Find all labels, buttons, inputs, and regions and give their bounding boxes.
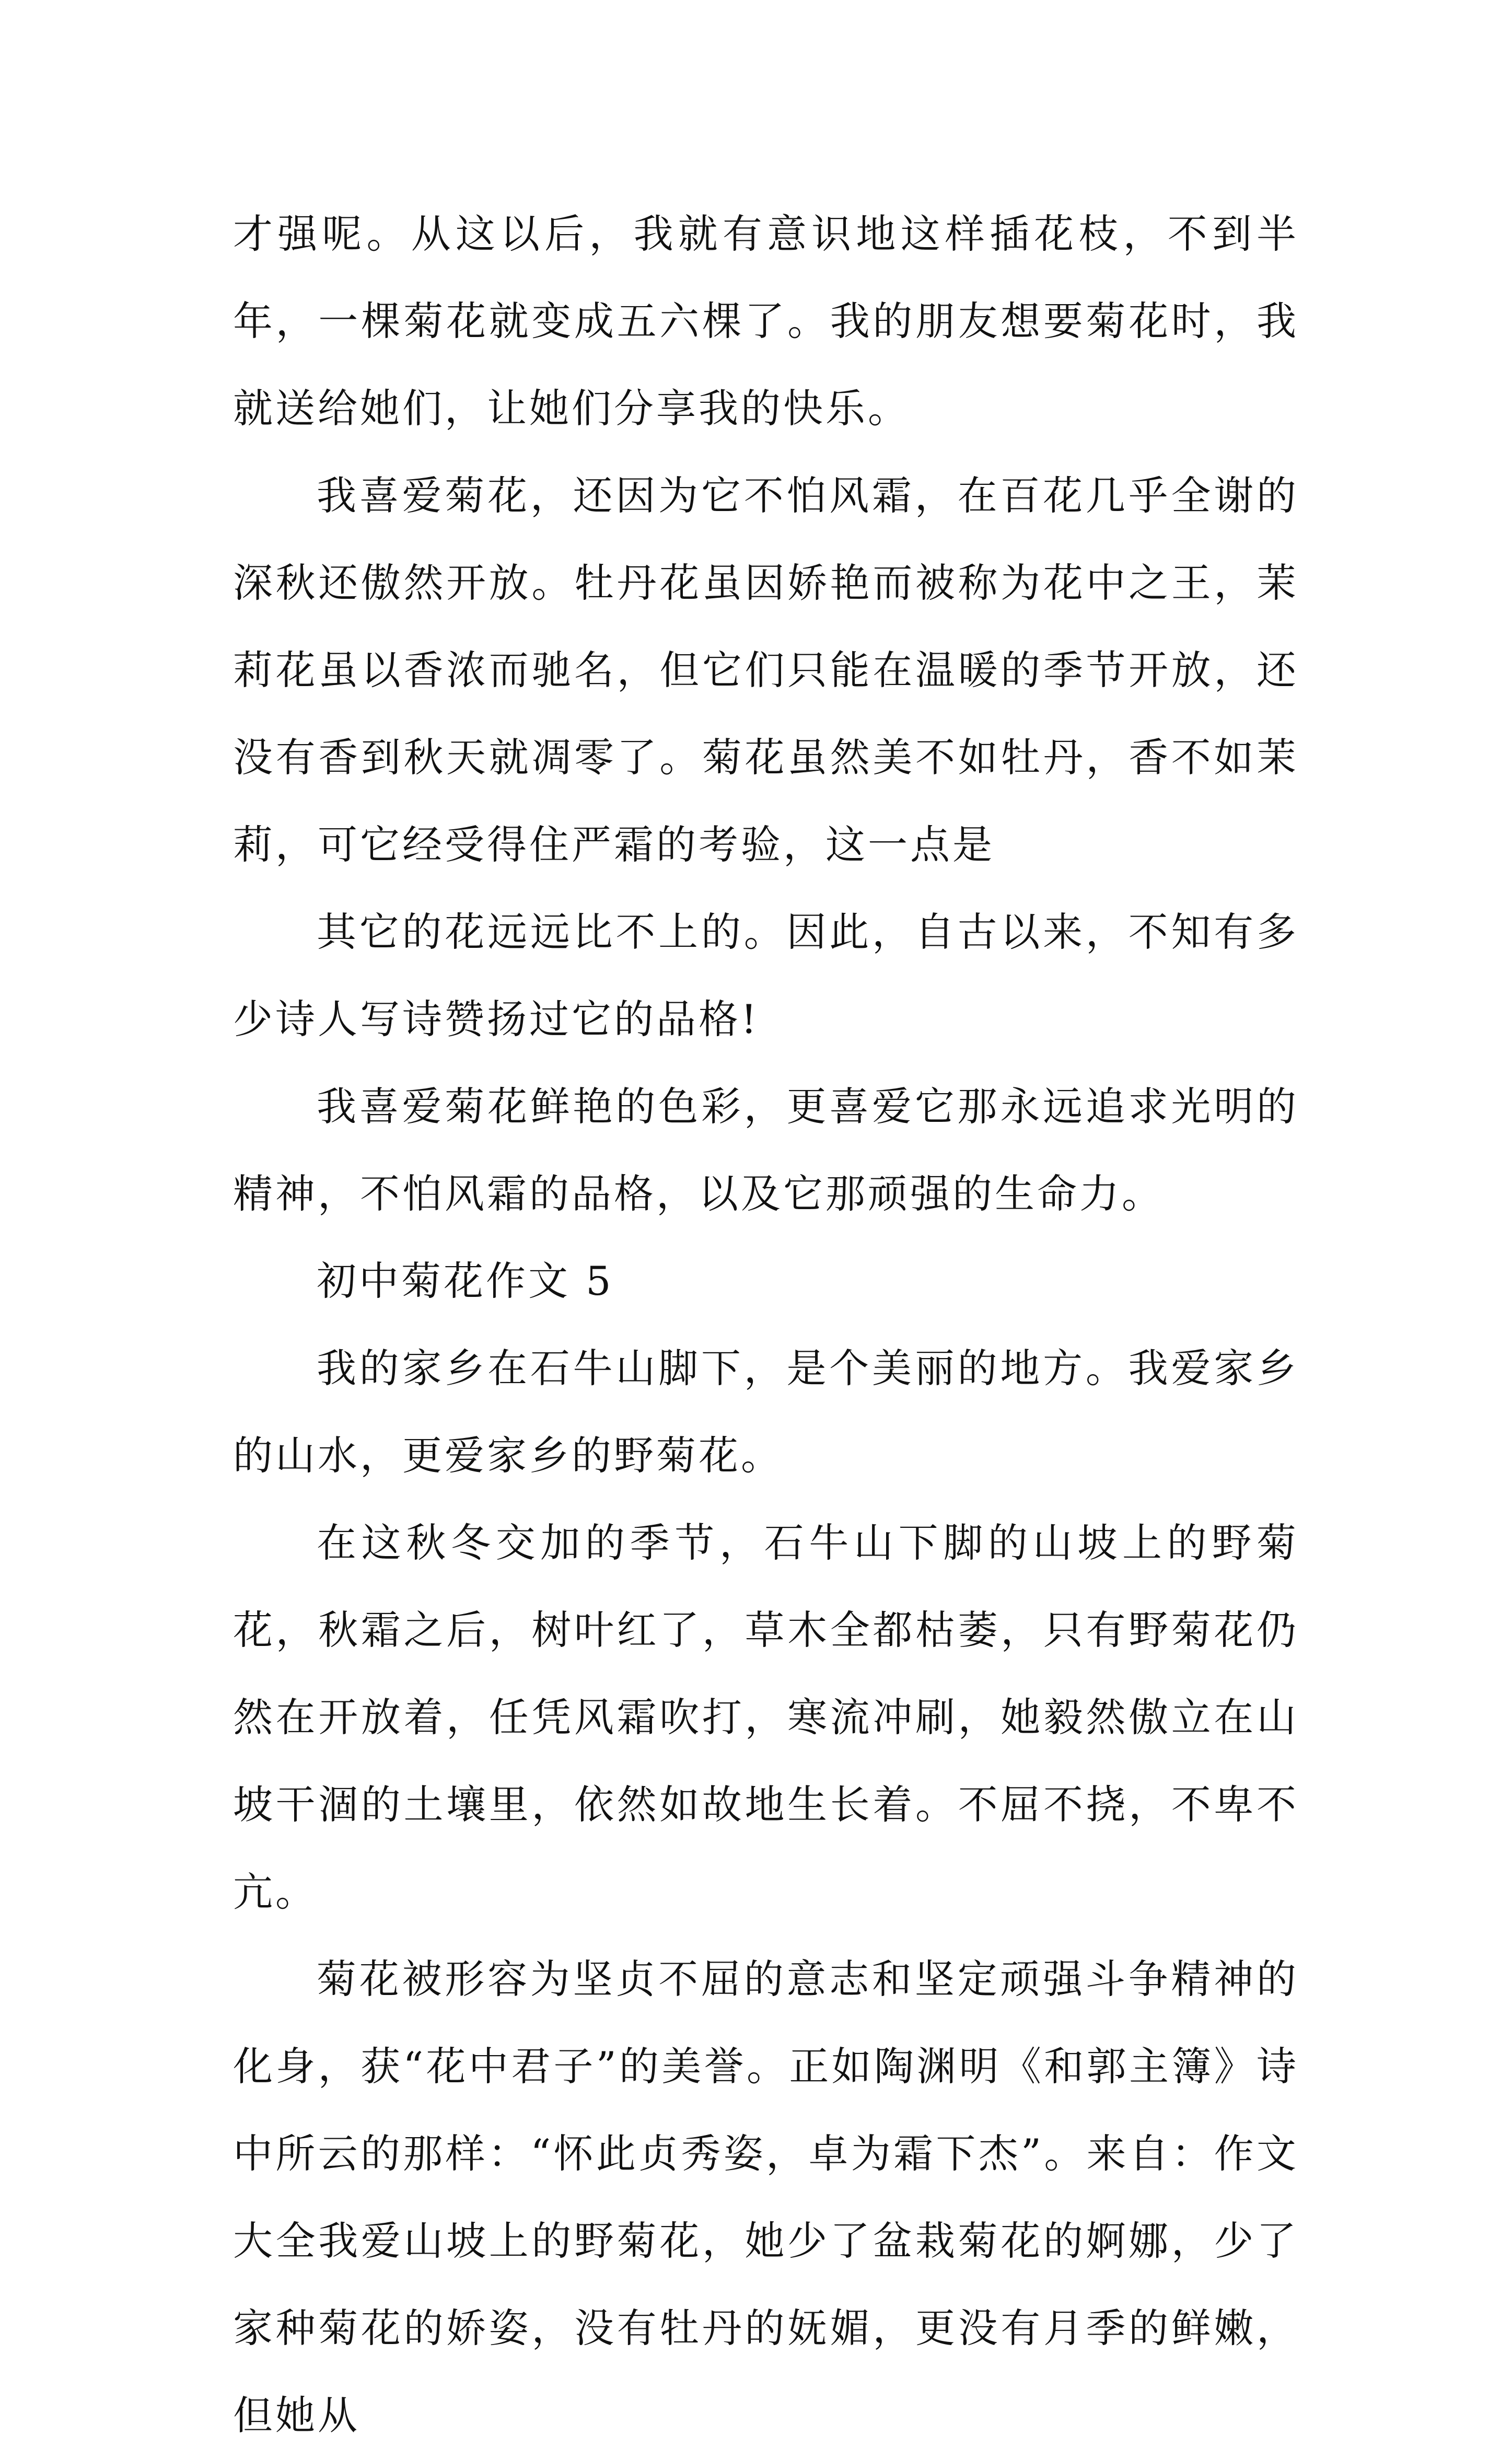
document-body bbox=[233, 190, 1299, 2459]
paragraph-3: 其它的花远远比不上的。因此，自古以来，不知有多少诗人写诗赞扬过它的品格! bbox=[233, 909, 1299, 1042]
paragraph-6: 在这秋冬交加的季节，石牛山下脚的山坡上的野菊花，秋霜之后，树叶红了，草木全都枯萎，只有野菊花仍然在开放着，任凭风霜吹打，寒流冲刷，她毅然傲立在山坡干涸的土壤里，依然如故地生长着。不屈不挠，不卑不亢。 bbox=[233, 1520, 1299, 1915]
paragraph-7: 菊花被形容为坚贞不屈的意志和坚定顽强斗争精神的化身，获“花中君子”的美誉。正如陶渊明《和郭主簿》诗中所云的那样：“怀此贞秀姿，卓为霜下杰”。来自：作文大全我爱山坡上的野菊花，她少了盆栽菊花的婀娜，少了家种菊花的娇姿，没有牡丹的妩媚，更没有月季的鲜嫩，但她从 bbox=[233, 1956, 1299, 2439]
paragraph-5: 我的家乡在石牛山脚下，是个美丽的地方。我爱家乡的山水，更爱家乡的野菊花。 bbox=[233, 1345, 1299, 1479]
section-heading: 初中菊花作文 5 bbox=[317, 1258, 614, 1304]
paragraph-4: 我喜爱菊花鲜艳的色彩，更喜爱它那永远追求光明的精神，不怕风霜的品格，以及它那顽强的生命力。 bbox=[233, 1083, 1299, 1217]
paragraph-2: 我喜爱菊花，还因为它不怕风霜，在百花几乎全谢的深秋还傲然开放。牡丹花虽因娇艳而被称为花中之王，茉莉花虽以香浓而驰名，但它们只能在温暖的季节开放，还没有香到秋天就凋零了。菊花虽然美不如牡丹，香不如茉莉，可它经受得住严霜的考验，这一点是 bbox=[233, 472, 1299, 868]
paragraph-1: 才强呢。从这以后，我就有意识地这样插花枝，不到半年，一棵菊花就变成五六棵了。我的朋友想要菊花时，我就送给她们，让她们分享我的快乐。 bbox=[233, 211, 1299, 432]
